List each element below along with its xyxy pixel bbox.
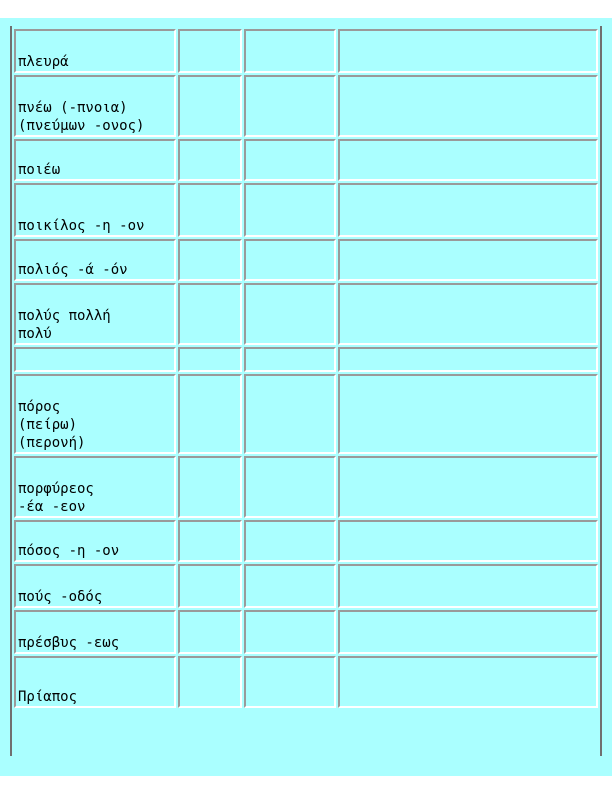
empty-cell	[178, 239, 242, 281]
table-row	[14, 75, 598, 137]
table-row	[14, 564, 598, 608]
table-row	[14, 456, 598, 518]
table-row	[14, 29, 598, 73]
empty-cell	[338, 347, 598, 372]
empty-cell	[244, 347, 336, 372]
empty-cell	[178, 183, 242, 237]
empty-cell	[178, 656, 242, 708]
empty-cell	[178, 29, 242, 73]
empty-cell	[178, 347, 242, 372]
empty-cell	[244, 564, 336, 608]
empty-cell	[338, 239, 598, 281]
term-cell: πόσος -η -ον	[14, 520, 176, 562]
empty-cell	[338, 520, 598, 562]
term-cell: πολύς πολλή πολύ	[14, 283, 176, 345]
page-background	[0, 18, 612, 776]
empty-cell	[178, 374, 242, 454]
empty-cell	[244, 283, 336, 345]
empty-cell	[178, 564, 242, 608]
table-row	[14, 183, 598, 237]
table-row	[14, 374, 598, 454]
empty-cell	[338, 656, 598, 708]
empty-cell	[244, 239, 336, 281]
empty-cell	[338, 29, 598, 73]
term-cell: πνέω (-πνοια) (πνεύμων -ονος)	[14, 75, 176, 137]
term-cell: πορφύρεος -έα -εον	[14, 456, 176, 518]
empty-cell	[244, 183, 336, 237]
empty-cell	[338, 139, 598, 181]
term-cell: πρέσβυς -εως	[14, 610, 176, 654]
empty-cell	[244, 610, 336, 654]
term-cell: πόρος (πείρω) (περονή)	[14, 374, 176, 454]
table-row	[14, 520, 598, 562]
empty-cell	[338, 283, 598, 345]
empty-cell	[244, 456, 336, 518]
term-cell: Πρίαπος	[14, 656, 176, 708]
term-cell: πολιός -ά -όν	[14, 239, 176, 281]
empty-cell	[178, 283, 242, 345]
empty-cell	[178, 139, 242, 181]
term-cell	[14, 347, 176, 372]
term-cell: ποιέω	[14, 139, 176, 181]
table-row	[14, 347, 598, 372]
empty-cell	[178, 610, 242, 654]
empty-cell	[244, 374, 336, 454]
table-row	[14, 283, 598, 345]
table-row	[14, 239, 598, 281]
table-row	[14, 139, 598, 181]
empty-cell	[338, 610, 598, 654]
term-cell: πλευρά	[14, 29, 176, 73]
empty-cell	[178, 520, 242, 562]
empty-cell	[244, 75, 336, 137]
vocabulary-table	[12, 27, 600, 710]
empty-cell	[338, 564, 598, 608]
empty-cell	[244, 139, 336, 181]
empty-cell	[338, 456, 598, 518]
empty-cell	[244, 656, 336, 708]
empty-cell	[338, 75, 598, 137]
term-cell: ποικίλος -η -ον	[14, 183, 176, 237]
empty-cell	[178, 75, 242, 137]
empty-cell	[338, 374, 598, 454]
term-cell: πούς -οδός	[14, 564, 176, 608]
empty-cell	[244, 520, 336, 562]
empty-cell	[338, 183, 598, 237]
table-row	[14, 656, 598, 708]
table-row	[14, 610, 598, 654]
empty-cell	[244, 29, 336, 73]
empty-cell	[178, 456, 242, 518]
